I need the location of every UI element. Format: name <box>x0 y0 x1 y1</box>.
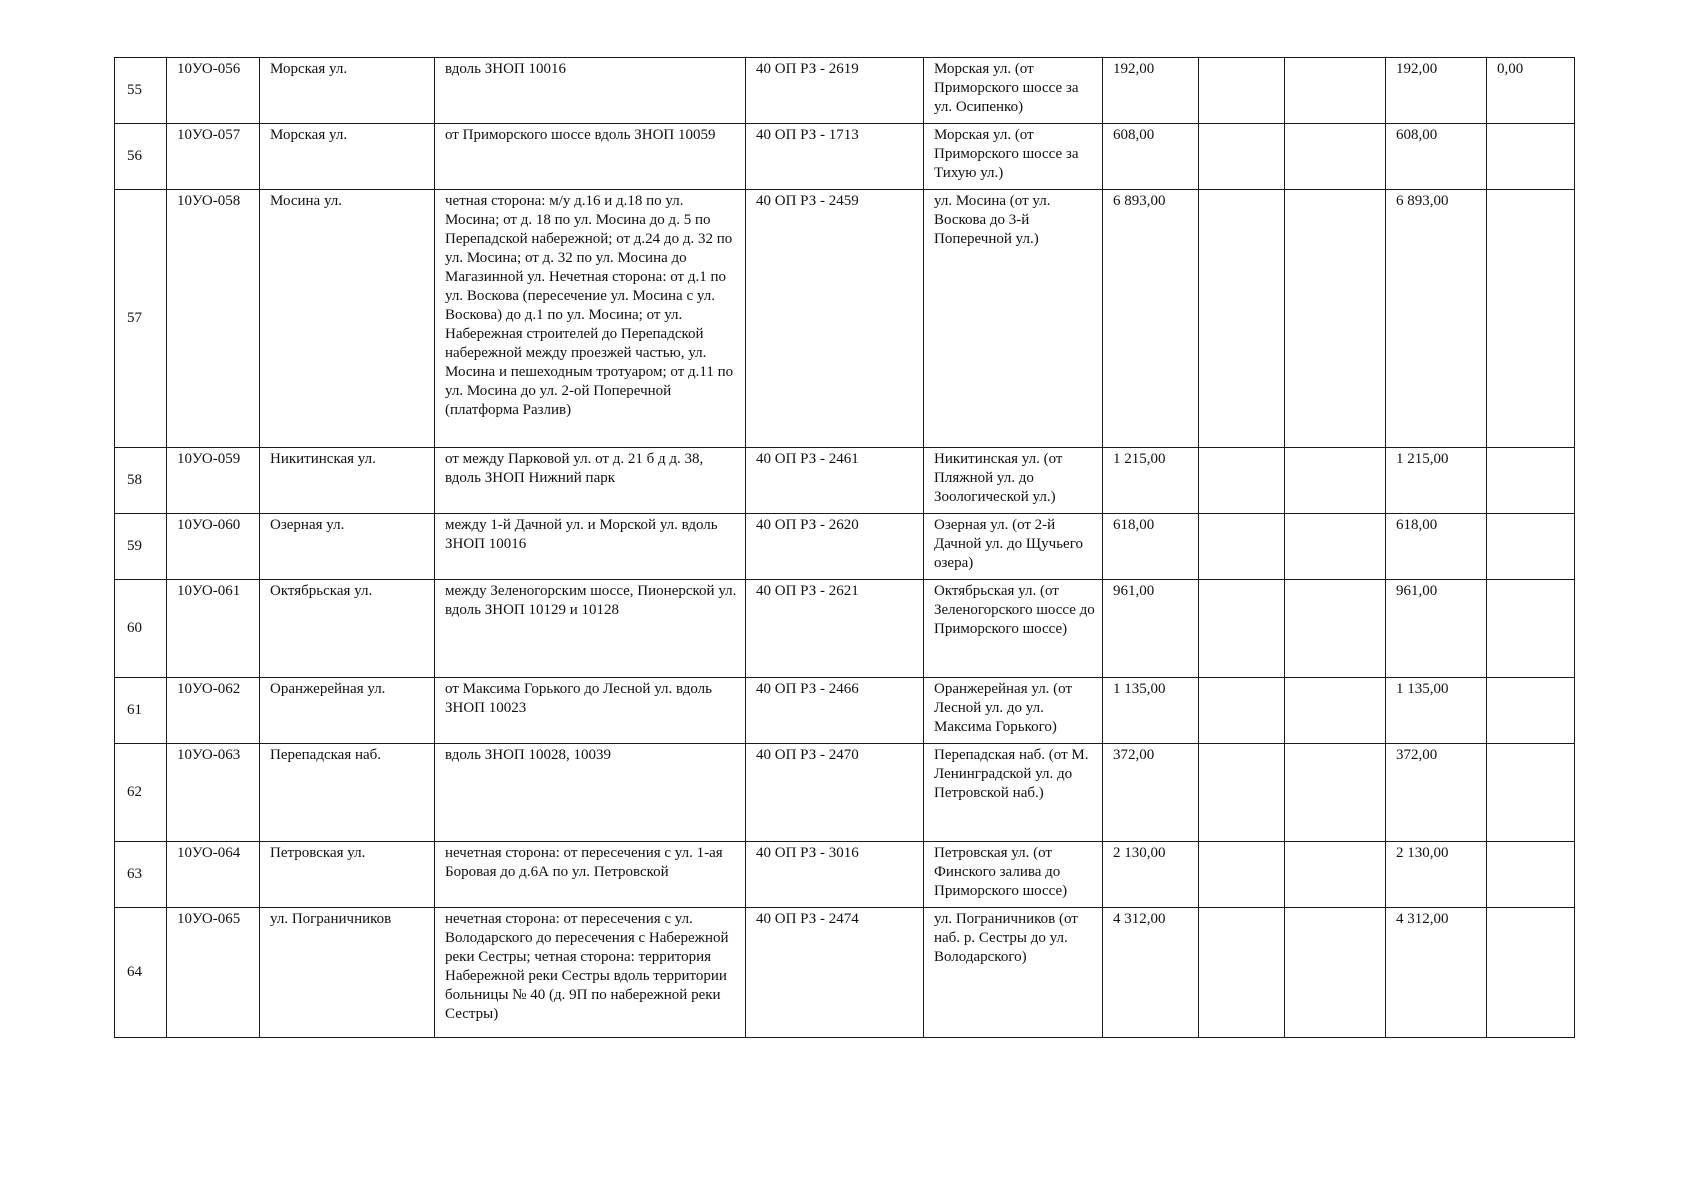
location-description-cell: вдоль ЗНОП 10028, 10039 <box>435 744 746 842</box>
row-number-cell: 59 <box>115 514 167 580</box>
row-number-cell: 55 <box>115 58 167 124</box>
column-11-cell <box>1487 448 1575 514</box>
length-cell: 1 215,00 <box>1103 448 1199 514</box>
object-code-cell: 10УО-059 <box>167 448 260 514</box>
street-name-cell: Перепадская наб. <box>260 744 435 842</box>
location-description-cell: между 1-й Дачной ул. и Морской ул. вдоль ЗНОП 10016 <box>435 514 746 580</box>
column-10-cell: 6 893,00 <box>1386 190 1487 448</box>
object-code-cell: 10УО-057 <box>167 124 260 190</box>
length-cell: 192,00 <box>1103 58 1199 124</box>
street-name-cell: Никитинская ул. <box>260 448 435 514</box>
column-11-cell <box>1487 678 1575 744</box>
column-11-cell <box>1487 744 1575 842</box>
column-8-cell <box>1199 580 1285 678</box>
row-number-cell: 63 <box>115 842 167 908</box>
column-10-cell: 1 215,00 <box>1386 448 1487 514</box>
object-code-cell: 10УО-061 <box>167 580 260 678</box>
location-description-cell: от Приморского шоссе вдоль ЗНОП 10059 <box>435 124 746 190</box>
road-name-cell: Петровская ул. (от Финского залива до Приморского шоссе) <box>924 842 1103 908</box>
column-10-cell: 4 312,00 <box>1386 908 1487 1038</box>
road-name-cell: ул. Пограничников (от наб. р. Сестры до ул. Володарского) <box>924 908 1103 1038</box>
column-8-cell <box>1199 448 1285 514</box>
road-name-cell: ул. Мосина (от ул. Воскова до 3-й Поперечной ул.) <box>924 190 1103 448</box>
table-row <box>115 448 1575 514</box>
row-number-cell: 58 <box>115 448 167 514</box>
street-name-cell: ул. Пограничников <box>260 908 435 1038</box>
length-cell: 618,00 <box>1103 514 1199 580</box>
street-name-cell: Озерная ул. <box>260 514 435 580</box>
length-cell: 2 130,00 <box>1103 842 1199 908</box>
location-description-cell: от Максима Горького до Лесной ул. вдоль ЗНОП 10023 <box>435 678 746 744</box>
column-11-cell: 0,00 <box>1487 58 1575 124</box>
column-9-cell <box>1285 842 1386 908</box>
column-8-cell <box>1199 514 1285 580</box>
location-description-cell: вдоль ЗНОП 10016 <box>435 58 746 124</box>
row-number-cell: 61 <box>115 678 167 744</box>
road-id-cell: 40 ОП РЗ - 2474 <box>746 908 924 1038</box>
table-row <box>115 190 1575 448</box>
object-code-cell: 10УО-056 <box>167 58 260 124</box>
road-name-cell: Перепадская наб. (от М. Ленинградской ул. до Петровской наб.) <box>924 744 1103 842</box>
object-code-cell: 10УО-060 <box>167 514 260 580</box>
street-name-cell: Морская ул. <box>260 58 435 124</box>
row-number-cell: 57 <box>115 190 167 448</box>
road-id-cell: 40 ОП РЗ - 2620 <box>746 514 924 580</box>
column-11-cell <box>1487 580 1575 678</box>
row-number-cell: 62 <box>115 744 167 842</box>
column-9-cell <box>1285 580 1386 678</box>
street-name-cell: Морская ул. <box>260 124 435 190</box>
road-id-cell: 40 ОП РЗ - 2619 <box>746 58 924 124</box>
street-name-cell: Оранжерейная ул. <box>260 678 435 744</box>
table-row <box>115 744 1575 842</box>
registry-table <box>114 57 1575 1038</box>
location-description-cell: от между Парковой ул. от д. 21 б д д. 38, вдоль ЗНОП Нижний парк <box>435 448 746 514</box>
road-name-cell: Морская ул. (от Приморского шоссе за ул. Осипенко) <box>924 58 1103 124</box>
length-cell: 1 135,00 <box>1103 678 1199 744</box>
column-9-cell <box>1285 58 1386 124</box>
column-10-cell: 372,00 <box>1386 744 1487 842</box>
length-cell: 6 893,00 <box>1103 190 1199 448</box>
table-row <box>115 58 1575 124</box>
road-id-cell: 40 ОП РЗ - 2621 <box>746 580 924 678</box>
column-10-cell: 192,00 <box>1386 58 1487 124</box>
table-body <box>115 58 1575 1038</box>
location-description-cell: нечетная сторона: от пересечения с ул. Володарского до пересечения с Набережной реки Сестры; четная сторона: территория Набережной реки Сестры вдоль территории больницы № 40 (д. 9П по набережной реки Сестры) <box>435 908 746 1038</box>
location-description-cell: нечетная сторона: от пересечения с ул. 1-ая Боровая до д.6А по ул. Петровской <box>435 842 746 908</box>
column-8-cell <box>1199 678 1285 744</box>
table-row <box>115 580 1575 678</box>
road-id-cell: 40 ОП РЗ - 2461 <box>746 448 924 514</box>
object-code-cell: 10УО-058 <box>167 190 260 448</box>
length-cell: 961,00 <box>1103 580 1199 678</box>
table-row <box>115 124 1575 190</box>
column-10-cell: 1 135,00 <box>1386 678 1487 744</box>
column-11-cell <box>1487 124 1575 190</box>
column-9-cell <box>1285 448 1386 514</box>
column-9-cell <box>1285 744 1386 842</box>
column-11-cell <box>1487 908 1575 1038</box>
road-name-cell: Никитинская ул. (от Пляжной ул. до Зоологической ул.) <box>924 448 1103 514</box>
column-9-cell <box>1285 514 1386 580</box>
road-id-cell: 40 ОП РЗ - 2470 <box>746 744 924 842</box>
length-cell: 4 312,00 <box>1103 908 1199 1038</box>
table-row <box>115 908 1575 1038</box>
column-9-cell <box>1285 908 1386 1038</box>
object-code-cell: 10УО-062 <box>167 678 260 744</box>
street-name-cell: Мосина ул. <box>260 190 435 448</box>
row-number-cell: 60 <box>115 580 167 678</box>
column-8-cell <box>1199 744 1285 842</box>
column-11-cell <box>1487 514 1575 580</box>
road-name-cell: Озерная ул. (от 2-й Дачной ул. до Щучьего озера) <box>924 514 1103 580</box>
road-name-cell: Морская ул. (от Приморского шоссе за Тихую ул.) <box>924 124 1103 190</box>
road-name-cell: Оранжерейная ул. (от Лесной ул. до ул. Максима Горького) <box>924 678 1103 744</box>
length-cell: 372,00 <box>1103 744 1199 842</box>
object-code-cell: 10УО-065 <box>167 908 260 1038</box>
road-id-cell: 40 ОП РЗ - 1713 <box>746 124 924 190</box>
road-name-cell: Октябрьская ул. (от Зеленогорского шоссе до Приморского шоссе) <box>924 580 1103 678</box>
column-8-cell <box>1199 842 1285 908</box>
object-code-cell: 10УО-064 <box>167 842 260 908</box>
table-row <box>115 678 1575 744</box>
column-11-cell <box>1487 190 1575 448</box>
location-description-cell: между Зеленогорским шоссе, Пионерской ул. вдоль ЗНОП 10129 и 10128 <box>435 580 746 678</box>
row-number-cell: 56 <box>115 124 167 190</box>
road-id-cell: 40 ОП РЗ - 2466 <box>746 678 924 744</box>
column-10-cell: 2 130,00 <box>1386 842 1487 908</box>
column-8-cell <box>1199 190 1285 448</box>
column-9-cell <box>1285 124 1386 190</box>
street-name-cell: Петровская ул. <box>260 842 435 908</box>
object-code-cell: 10УО-063 <box>167 744 260 842</box>
column-10-cell: 608,00 <box>1386 124 1487 190</box>
road-id-cell: 40 ОП РЗ - 2459 <box>746 190 924 448</box>
column-11-cell <box>1487 842 1575 908</box>
table-row <box>115 514 1575 580</box>
row-number-cell: 64 <box>115 908 167 1038</box>
street-name-cell: Октябрьская ул. <box>260 580 435 678</box>
column-10-cell: 618,00 <box>1386 514 1487 580</box>
table-row <box>115 842 1575 908</box>
location-description-cell: четная сторона: м/у д.16 и д.18 по ул. Мосина; от д. 18 по ул. Мосина до д. 5 по Перепадской набережной; от д.24 до д. 32 по ул. Мосина; от д. 32 по ул. Мосина до Магазинной ул. Нечетная сторона: от д.1 по ул. Воскова (пересечение ул. Мосина с ул. Воскова) до д.1 по ул. Мосина; от ул. Набережная строителей до Перепадской набережной между проезжей частью, ул. Мосина и пешеходным тротуаром; от д.11 по ул. Мосина до ул. 2-ой Поперечной (платформа Разлив) <box>435 190 746 448</box>
road-id-cell: 40 ОП РЗ - 3016 <box>746 842 924 908</box>
length-cell: 608,00 <box>1103 124 1199 190</box>
column-8-cell <box>1199 124 1285 190</box>
column-10-cell: 961,00 <box>1386 580 1487 678</box>
column-8-cell <box>1199 908 1285 1038</box>
column-8-cell <box>1199 58 1285 124</box>
column-9-cell <box>1285 190 1386 448</box>
column-9-cell <box>1285 678 1386 744</box>
